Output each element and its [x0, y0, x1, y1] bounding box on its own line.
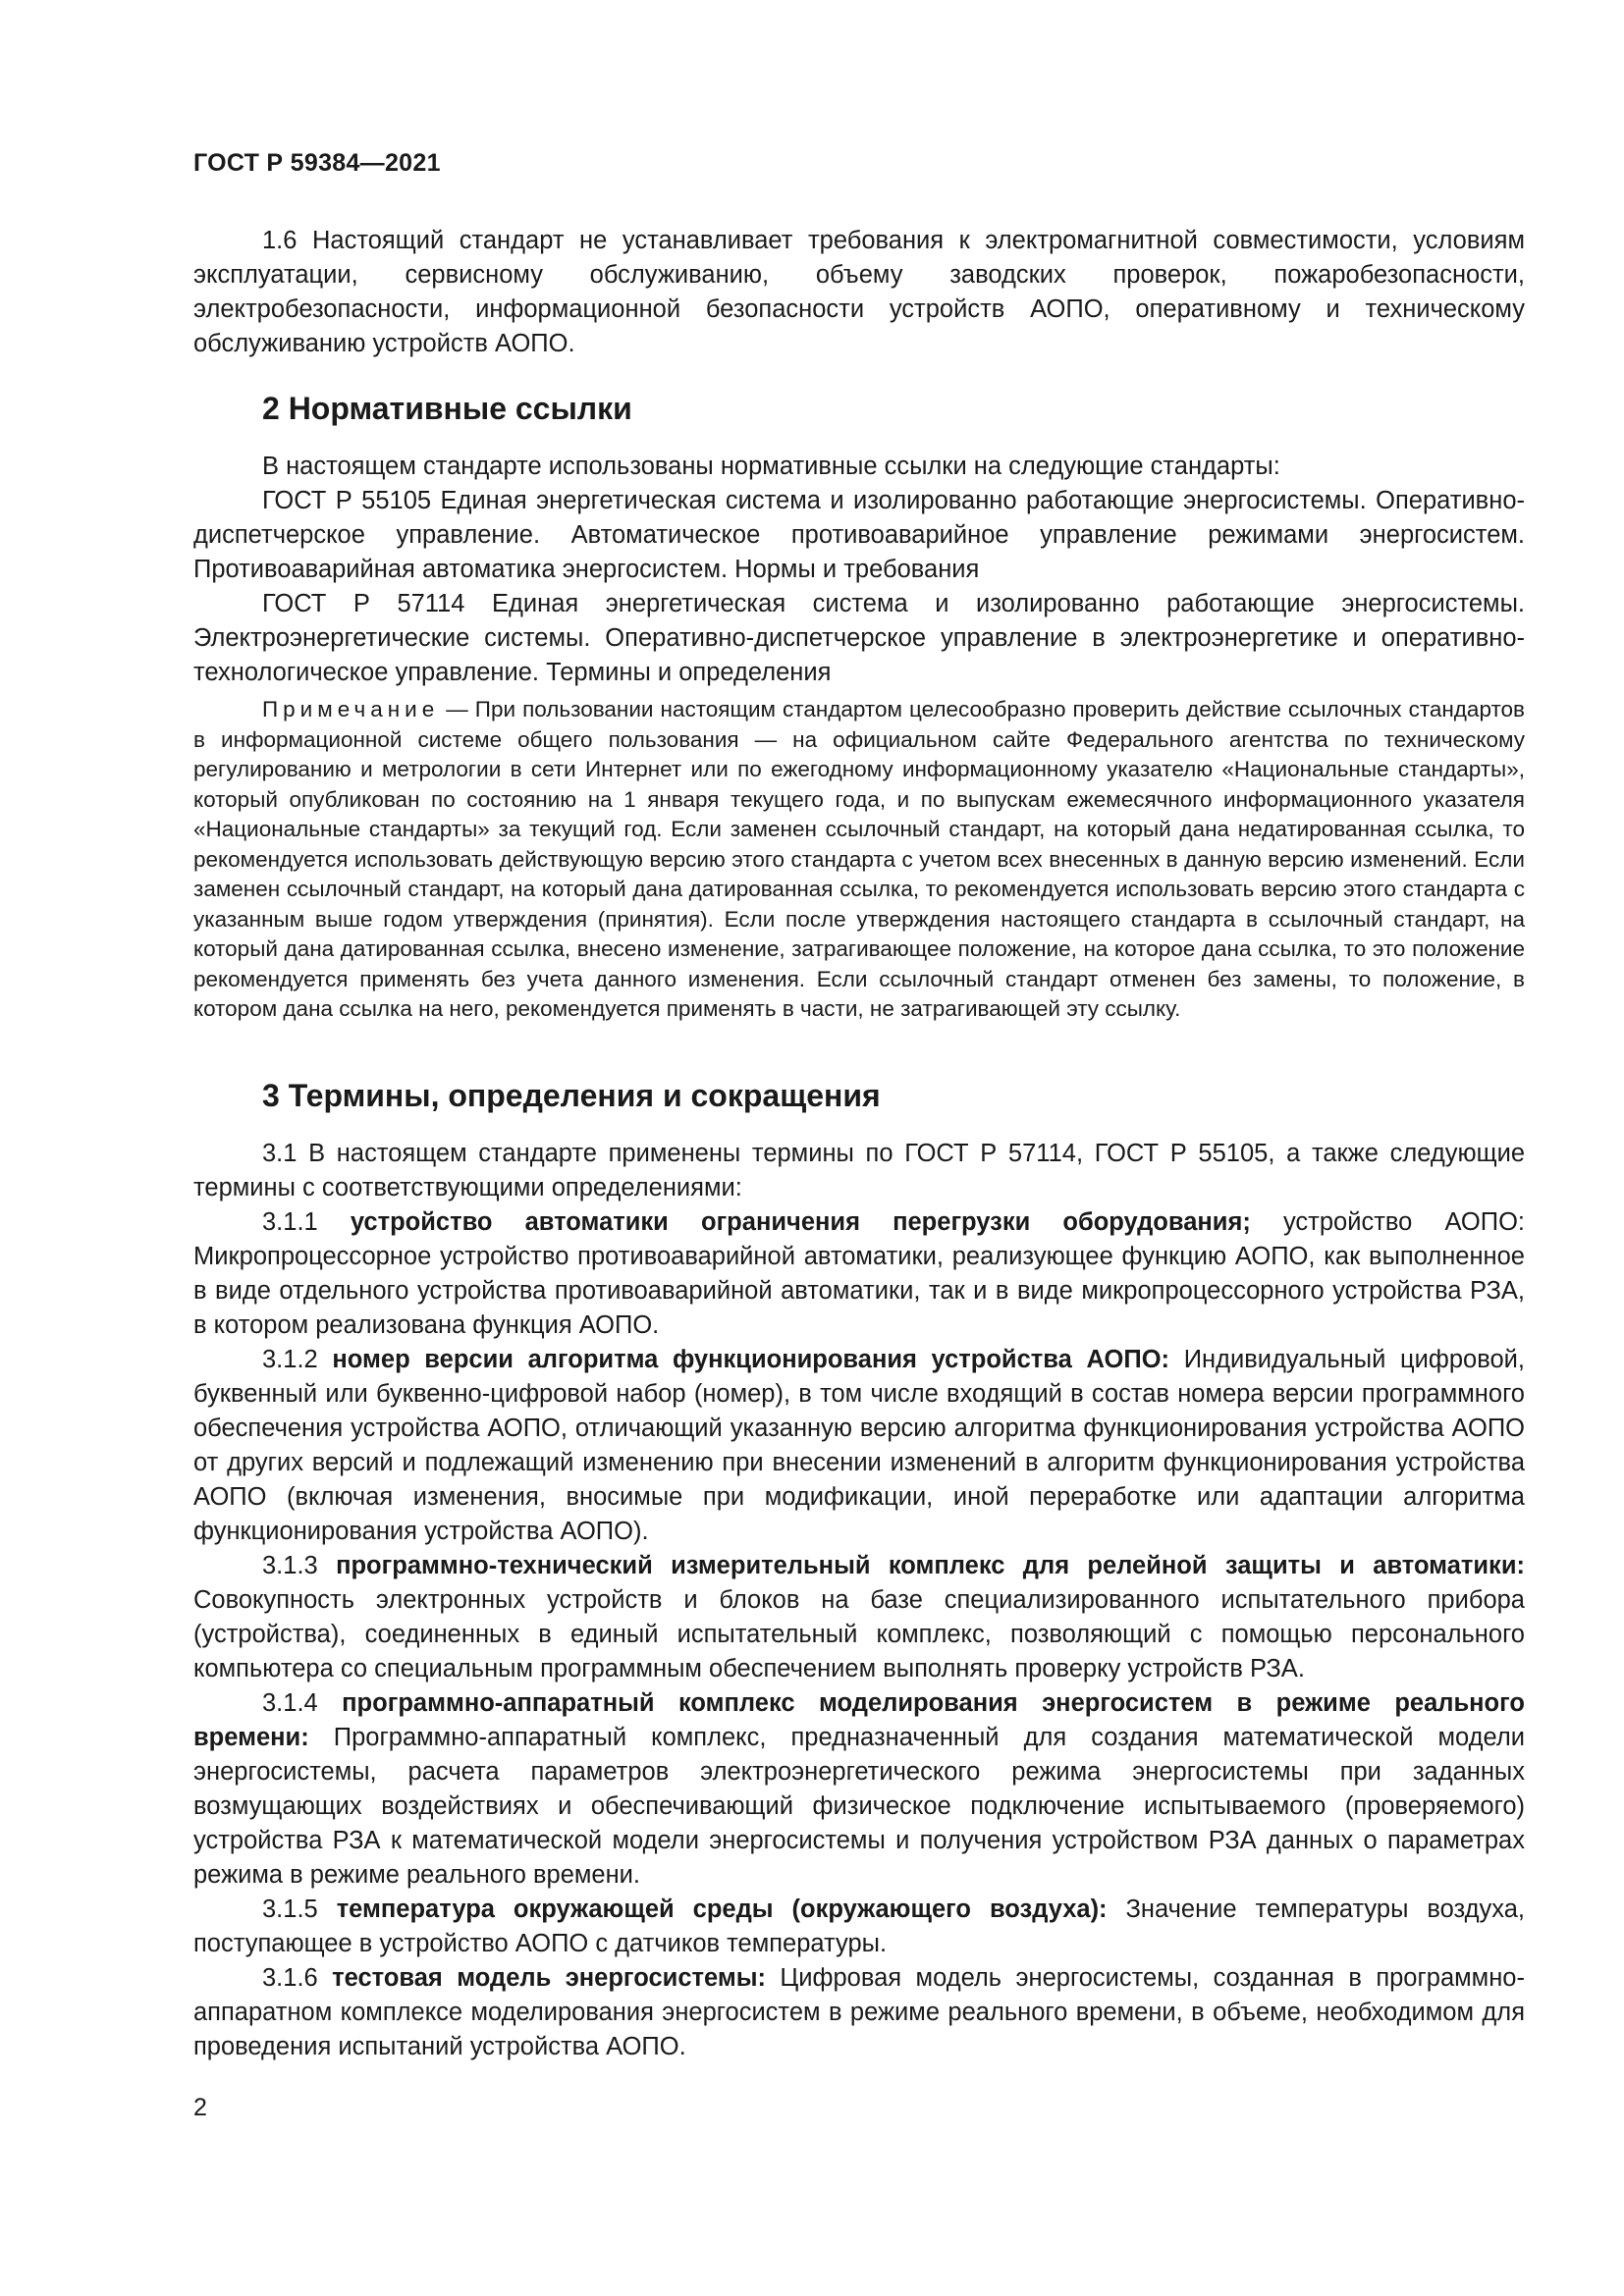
term-3-1-3: 3.1.3 программно-технический измерительный комплекс для релейной защиты и автоматики: Совокупность электронных устройств и блоков на базе специализированного испытательного прибора (устройства), соединенных в единый испытательный комплекс, позволяющий с помощью персонального компьютера со специальным программным обеспечением выполнять проверку устройств РЗА.: [193, 1552, 1525, 1682]
term-3-1-5: 3.1.5 температура окружающей среды (окружающего воздуха): Значение температуры воздуха, поступающее в устройство АОПО с датчиков температуры.: [193, 1896, 1526, 1957]
term-name: тестовая модель энергосистемы:: [332, 1964, 766, 1992]
term-3-1-1: 3.1.1 устройство автоматики ограничения перегрузки оборудования; устройство АОПО: Микропроцессорное устройство противоаварийной автоматики, реализующее функцию АОПО, как выполненное в виде отдельного устройства противоаварийной автоматики, так и в виде микропроцессорного устройства РЗА, в котором реализована функция АОПО.: [193, 1208, 1525, 1339]
section-2-body: [193, 450, 1525, 690]
paragraph-1-6: 1.6 Настоящий стандарт не устанавливает требования к электромагнитной совместимости, условиям эксплуатации, сервисному обслуживанию, объему заводских проверок, пожаробезопасности, электробезопасности, информационной безопасности устройств АОПО, оперативному и техническому обслуживанию устройств АОПО.: [193, 227, 1525, 357]
document-header: ГОСТ Р 59384—2021: [193, 149, 441, 177]
term-3-1-6: 3.1.6 тестовая модель энергосистемы: Цифровая модель энергосистемы, созданная в программно-аппаратном комплексе моделирования энергосистем в режиме реального времени, в объеме, необходимом для проведения испытаний устройства АОПО.: [193, 1964, 1525, 2060]
section-3-body: [193, 1137, 1525, 2064]
note-label: Примечание: [262, 697, 440, 721]
section-3: [193, 1076, 1525, 1115]
page-number: 2: [193, 2094, 207, 2121]
normative-reference-2: ГОСТ Р 57114 Единая энергетическая система и изолированно работающие энергосистемы. Электроэнергетические системы. Оперативно-диспетчерское управление в электроэнергетике и оперативно-технологическое управление. Термины и определения: [193, 590, 1525, 686]
term-name: номер версии алгоритма функционирования устройства АОПО:: [332, 1346, 1170, 1373]
section-2-intro: В настоящем стандарте использованы нормативные ссылки на следующие стандарты:: [262, 453, 1280, 480]
term-definition: устройство АОПО: Микропроцессорное устройство противоаварийной автоматики, реализующее функцию АОПО, как выполненное в виде отдельного устройства противоаварийной автоматики, так и в виде микропроцессорного устройства РЗА, в котором реализована функция АОПО.: [193, 1208, 1525, 1339]
term-definition: Программно-аппаратный комплекс, предназначенный для создания математической модели энергосистемы, расчета параметров электроэнергетического режима энергосистемы при заданных возмущающих воздействиях и обеспечивающий физическое подключение испытываемого (проверяемого) устройства РЗА к математической модели энергосистемы и получения устройством РЗА данных о параметрах режима в режиме реального времени.: [193, 1724, 1525, 1889]
normative-reference-1: ГОСТ Р 55105 Единая энергетическая система и изолированно работающие энергосистемы. Оперативно-диспетчерское управление. Автоматическое противоаварийное управление режимами энергосистем. Противоаварийная автоматика энергосистем. Нормы и требования: [193, 487, 1525, 583]
note-block: [193, 695, 1525, 1025]
section-2: [193, 389, 1525, 428]
term-name: программно-аппаратный комплекс моделирования энергосистем в режиме реального времени:: [193, 1689, 1525, 1751]
term-name: температура окружающей среды (окружающего воздуха):: [336, 1896, 1108, 1923]
term-definition: Индивидуальный цифровой, буквенный или буквенно-цифровой набор (номер), в том числе входящий в состав номера версии программного обеспечения устройства АОПО, отличающий указанную версию алгоритма функционирования устройства АОПО от других версий и подлежащий изменению при внесении изменений в алгоритм функционирования устройства АОПО (включая изменения, вносимые при модификации, иной переработке или адаптации алгоритма функционирования устройства АОПО).: [193, 1346, 1525, 1545]
section-2-title: 2 Нормативные ссылки: [262, 391, 632, 426]
term-3-1-2: 3.1.2 номер версии алгоритма функционирования устройства АОПО: Индивидуальный цифровой, буквенный или буквенно-цифровой набор (номер), в том числе входящий в состав номера версии программного обеспечения устройства АОПО, отличающий указанную версию алгоритма функционирования устройства АОПО от других версий и подлежащий изменению при внесении изменений в алгоритм функционирования устройства АОПО (включая изменения, вносимые при модификации, иной переработке или адаптации алгоритма функционирования устройства АОПО).: [193, 1346, 1525, 1545]
term-name: устройство автоматики ограничения перегрузки оборудования;: [350, 1208, 1251, 1236]
term-definition: Значение температуры воздуха, поступающее в устройство АОПО с датчиков температуры.: [193, 1896, 1526, 1957]
term-definition: Цифровая модель энергосистемы, созданная в программно-аппаратном комплексе моделирования энергосистем в режиме реального времени, в объеме, необходимом для проведения испытаний устройства АОПО.: [193, 1964, 1525, 2060]
section-3-title: 3 Термины, определения и сокращения: [262, 1078, 881, 1113]
paragraph-1-6-block: [193, 224, 1525, 361]
section-3-intro: 3.1 В настоящем стандарте применены термины по ГОСТ Р 57114, ГОСТ Р 55105, а также следующие термины с соответствующими определениями:: [193, 1140, 1525, 1201]
term-definition: Совокупность электронных устройств и блоков на базе специализированного испытательного прибора (устройства), соединенных в единый испытательный комплекс, позволяющий с помощью персонального компьютера со специальным программным обеспечением выполнять проверку устройств РЗА.: [193, 1586, 1525, 1682]
note-paragraph: [193, 695, 1525, 1025]
note-text: — При пользовании настоящим стандартом целесообразно проверить действие ссылочных стандартов в информационной системе общего пользования — на официальном сайте Федерального агентства по техническому регулированию и метрологии в сети Интернет или по ежегодному информационному указателю «Национальные стандарты», который опубликован по состоянию на 1 января текущего года, и по выпускам ежемесячного информационного указателя «Национальные стандарты» за текущий год. Если заменен ссылочный стандарт, на который дана недатированная ссылка, то рекомендуется использовать действующую версию этого стандарта с учетом всех внесенных в данную версию изменений. Если заменен ссылочный стандарт, на который дана датированная ссылка, то рекомендуется использовать версию этого стандарта с указанным выше годом утверждения (принятия). Если после утверждения настоящего стандарта в ссылочный стандарт, на который дана датированная ссылка, внесено изменение, затрагивающее положение, на которое дана ссылка, то это положение рекомендуется применять без учета данного изменения. Если ссылочный стандарт отменен без замены, то положение, в котором дана ссылка на него, рекомендуется применять в части, не затрагивающей эту ссылку.: [193, 697, 1525, 1021]
term-3-1-4: 3.1.4 программно-аппаратный комплекс моделирования энергосистем в режиме реального времени: Программно-аппаратный комплекс, предназначенный для создания математической модели энергосистемы, расчета параметров электроэнергетического режима энергосистемы при заданных возмущающих воздействиях и обеспечивающий физическое подключение испытываемого (проверяемого) устройства РЗА к математической модели энергосистемы и получения устройством РЗА данных о параметрах режима в режиме реального времени.: [193, 1689, 1525, 1889]
term-name: программно-технический измерительный комплекс для релейной защиты и автоматики:: [336, 1552, 1525, 1579]
